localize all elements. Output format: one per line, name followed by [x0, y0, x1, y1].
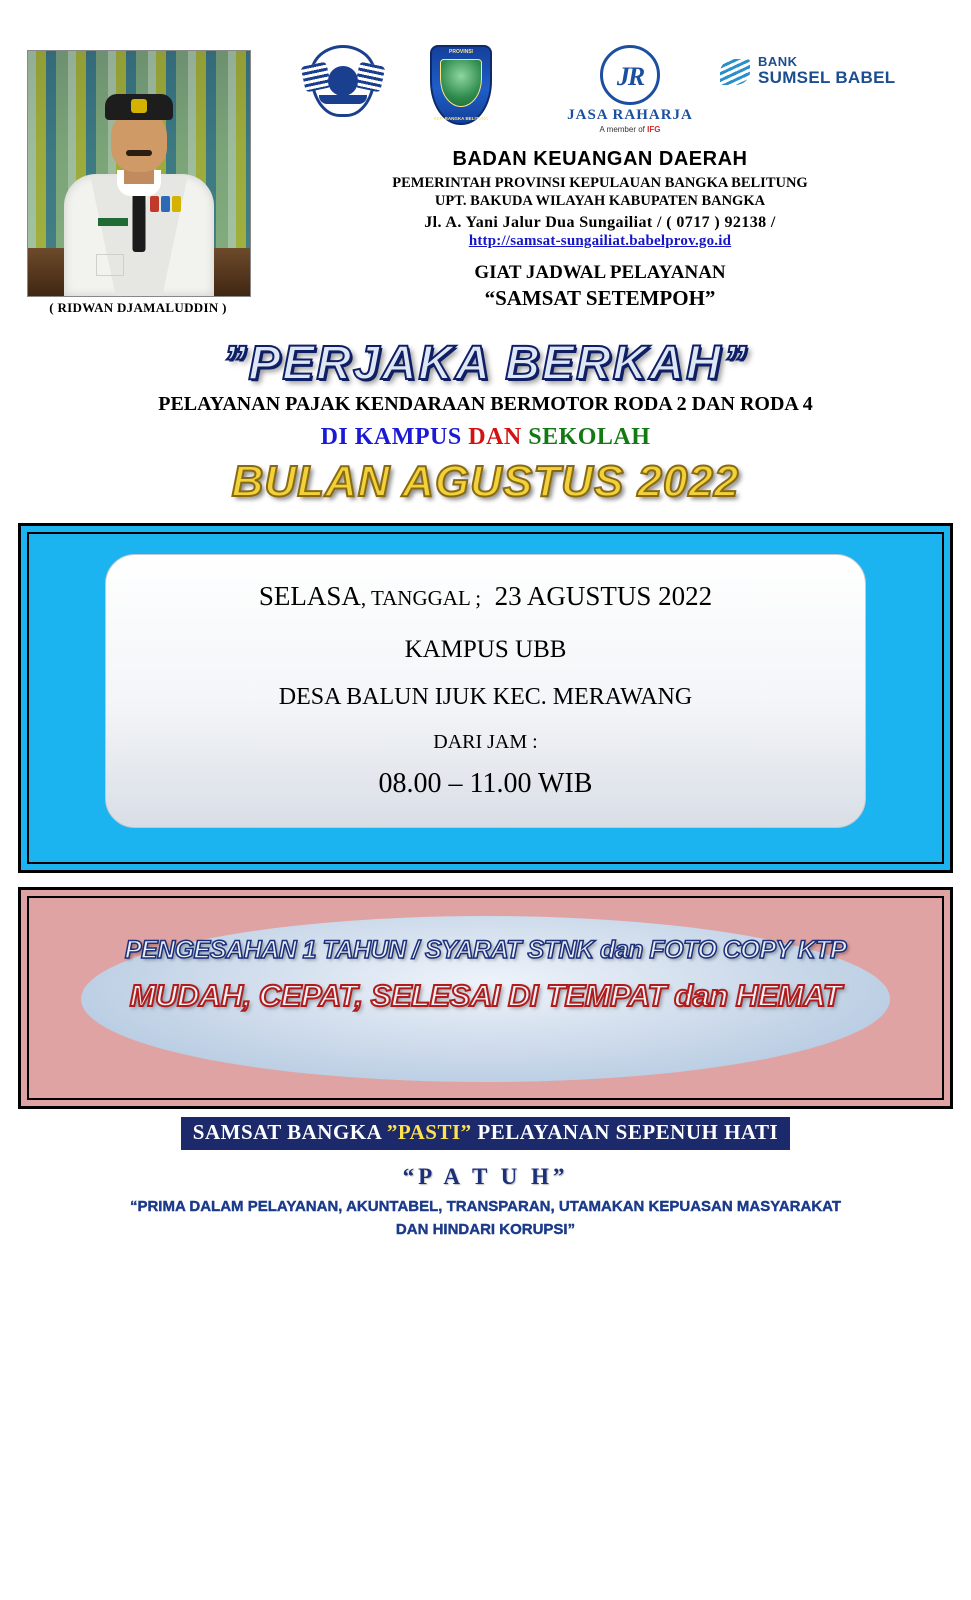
province-shield-shape [430, 45, 492, 125]
police-band-shape [319, 95, 367, 104]
schedule-day-line [106, 581, 865, 612]
header-text-block [255, 148, 945, 311]
police-logo-icon [310, 45, 382, 123]
promo-benefits-text: MUDAH, CEPAT, SELESAI DI TEMPAT dan HEMAT [129, 978, 842, 1013]
portrait-pocket [96, 254, 124, 276]
jasa-raharja-logo-icon [555, 45, 705, 134]
jasa-raharja-name: JASA RAHARJA [567, 107, 693, 123]
location-kampus-text: DI KAMPUS [320, 424, 462, 450]
poster-title-block [0, 336, 971, 507]
service-description-line: PELAYANAN PAJAK KENDARAAN BERMOTOR RODA 2 DAN RODA 4 [158, 393, 813, 415]
footer-slogan-part1: SAMSAT BANGKA [192, 1120, 382, 1144]
organization-address: Jl. A. Yani Jalur Dua Sungailiat / ( 0717 ) 92138 / [424, 214, 776, 231]
schedule-address: DESA BALUN IJUK KEC. MERAWANG [278, 684, 693, 710]
location-dan-text: DAN [468, 424, 522, 450]
jasa-raharja-monogram-icon [600, 45, 660, 105]
portrait-medal-gold [172, 196, 181, 212]
portrait-medal-red [150, 196, 159, 212]
police-shield-shape [310, 45, 376, 117]
poster-header [0, 0, 971, 330]
schedule-panel [18, 523, 953, 873]
portrait-necktie [133, 190, 146, 252]
police-core-shape [328, 66, 358, 96]
bank-sumsel-babel-logo-icon [720, 45, 900, 105]
jasa-raharja-member-text: A member of [599, 125, 645, 134]
province-inner-shape [440, 59, 482, 107]
patuh-description-line1: “PRIMA DALAM PELAYANAN, AKUNTABEL, TRANSPARAN, UTAMAKAN KEPUASAN MASYARAKAT [129, 1198, 842, 1215]
schedule-day-suffix: , TANGGAL ; [360, 586, 482, 610]
province-emblem-icon [430, 45, 498, 129]
organization-website-link[interactable]: http://samsat-sungailiat.babelprov.go.id [468, 233, 732, 249]
portrait-figure [64, 111, 214, 296]
promo-panel [18, 887, 953, 1109]
portrait-nameplate [98, 218, 128, 226]
police-wing-right-icon [355, 62, 386, 93]
schedule-date: 23 AGUSTUS 2022 [494, 581, 713, 611]
province-bottom-label: KEP. BANGKA BELITUNG [433, 116, 489, 121]
ifg-text: IFG [647, 125, 661, 134]
bank-wordmark-line1: BANK [758, 54, 798, 69]
schedule-time-label: DARI JAM : [433, 731, 538, 753]
bank-swoosh-icon [720, 59, 750, 85]
schedule-card [105, 554, 866, 828]
footer-slogan-part2: ”PASTI” [386, 1120, 472, 1144]
samsat-setempoh-heading: “SAMSAT SETEMPOH” [484, 286, 716, 310]
patuh-description-line2: DAN HINDARI KORUPSI” [395, 1220, 576, 1238]
organization-title: BADAN KEUANGAN DAERAH [452, 148, 748, 170]
jasa-raharja-member-line [555, 125, 705, 134]
perjaka-berkah-title: ”PERJAKA BERKAH” [222, 337, 749, 390]
portrait-caption: ( RIDWAN DJAMALUDDIN ) [49, 300, 227, 315]
schedule-day: SELASA [258, 581, 361, 611]
logo-row [300, 45, 900, 135]
official-portrait-photo [27, 50, 251, 297]
footer-slogan-part3: PELAYANAN SEPENUH HATI [477, 1120, 779, 1144]
schedule-time-value: 08.00 – 11.00 WIB [378, 768, 593, 799]
location-type-line [0, 424, 971, 451]
footer-slogan-bar [18, 1117, 953, 1150]
schedule-place: KAMPUS UBB [404, 636, 567, 663]
portrait-mustache [126, 150, 152, 156]
patuh-description [0, 1196, 971, 1241]
bank-wordmark-line2: SUMSEL BABEL [758, 67, 896, 87]
organization-unit: UPT. BAKUDA WILAYAH KABUPATEN BANGKA [434, 193, 766, 209]
province-top-label: PROVINSI [449, 49, 473, 55]
portrait-medal-blue [161, 196, 170, 212]
police-wing-left-icon [301, 62, 332, 93]
service-schedule-heading: GIAT JADWAL PELAYANAN [474, 262, 726, 283]
promo-requirements-text: PENGESAHAN 1 TAHUN / SYARAT STNK dan FOTO COPY KTP [124, 936, 847, 964]
patuh-heading: “P A T U H” [402, 1164, 569, 1189]
portrait-peci-cap [105, 94, 173, 120]
footer-slogan-band [181, 1117, 790, 1150]
month-banner-title: BULAN AGUSTUS 2022 [231, 457, 740, 506]
bank-wordmark [758, 55, 895, 86]
organization-province: PEMERINTAH PROVINSI KEPULAUAN BANGKA BELITUNG [392, 175, 808, 191]
location-sekolah-text: SEKOLAH [528, 424, 651, 450]
